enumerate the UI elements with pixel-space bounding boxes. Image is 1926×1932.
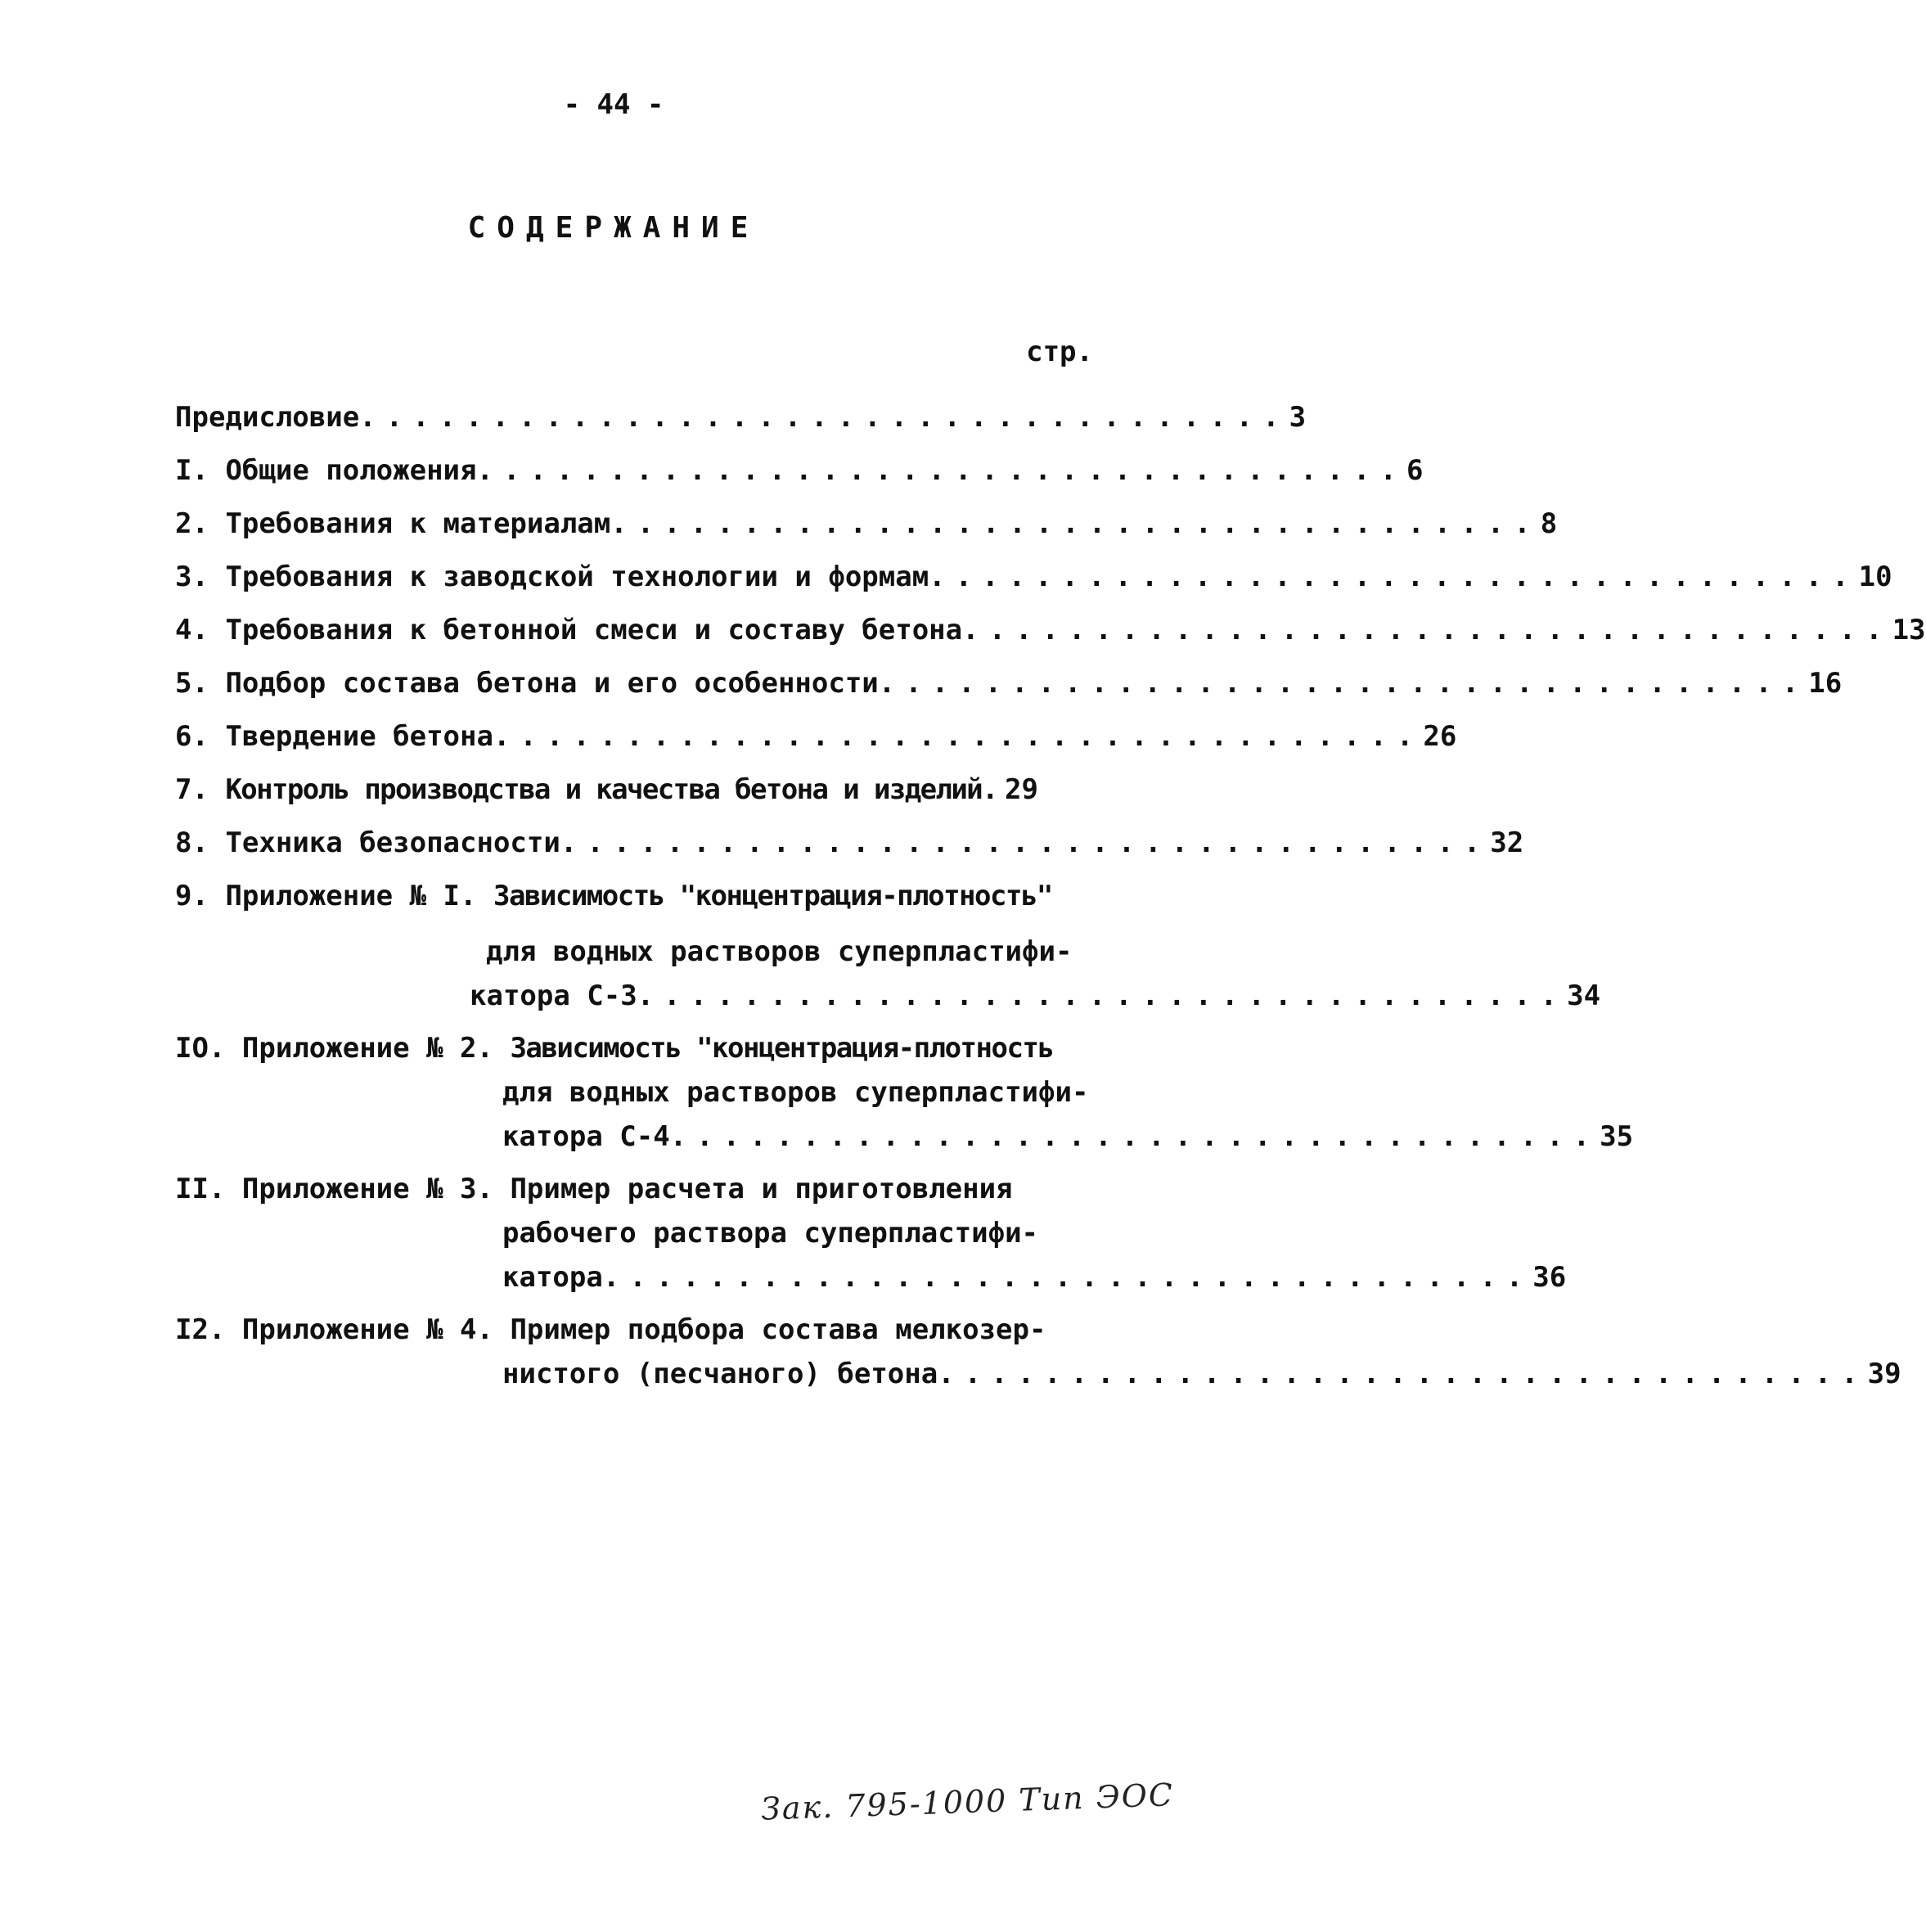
toc-entry	[175, 667, 1843, 720]
toc-entry	[175, 614, 1926, 667]
toc-entry-page: 13	[1892, 614, 1926, 646]
appendix-line: рабочего раствора суперпластифи-	[502, 1217, 1039, 1250]
toc-entry-label: Твердение бетона	[225, 720, 493, 753]
appendix-prefix: Приложение № 4.	[241, 1313, 493, 1346]
toc-entry-page: 6	[1406, 454, 1424, 487]
appendix-line: Зависимость "концентрация-плотность"	[493, 880, 1052, 912]
toc-entry-number: 7.	[175, 773, 209, 806]
appendix-continuation	[175, 1120, 1634, 1173]
toc-entry	[175, 401, 1307, 454]
toc-entry-number: 6.	[175, 720, 209, 753]
appendix-continuation	[175, 1261, 1567, 1313]
appendix-continuation	[175, 980, 1601, 1032]
appendix-prefix: Приложение № 3.	[241, 1173, 493, 1205]
toc-entry-page: 39	[1867, 1358, 1901, 1390]
toc-entry-number: 9.	[175, 880, 209, 912]
toc-entry	[175, 561, 1892, 614]
page-title: СОДЕРЖАНИЕ	[467, 211, 760, 245]
toc-entry-number: 4.	[175, 614, 209, 646]
toc-entry-number: 2.	[175, 507, 209, 540]
toc-entry-label: Контроль производства и качества бетона и изделий.	[225, 773, 997, 806]
toc-entry-label: Техника безопасности	[225, 826, 560, 859]
appendix-line: катора С-4	[502, 1120, 670, 1153]
toc-entry-number: I.	[175, 454, 209, 487]
toc-entry-page: 34	[1567, 980, 1601, 1012]
dot-leader: ...................................	[359, 401, 1289, 434]
appendix-continuation	[175, 1076, 1091, 1120]
dot-leader: ...................................	[493, 720, 1424, 753]
toc-entry	[175, 773, 1091, 826]
toc-entry	[175, 826, 1524, 880]
page-column-label: стр.	[1026, 336, 1093, 368]
appendix-line: Зависимость "концентрация-плотность	[510, 1032, 1054, 1065]
appendix-entry	[175, 1173, 1091, 1217]
appendix-line: нистого (песчаного) бетона	[502, 1358, 938, 1390]
appendix-line: катора	[502, 1261, 603, 1294]
toc-entry-page: 26	[1423, 720, 1457, 753]
appendix-continuation	[175, 935, 1091, 980]
dot-leader: ...................................	[637, 980, 1568, 1012]
appendix-line: Пример подбора состава мелкозер-	[510, 1313, 1046, 1346]
appendix-continuation	[175, 1358, 1901, 1402]
toc-entry-label: Предисловие	[175, 401, 360, 434]
toc-entry-label: Требования к бетонной смеси и составу бетона	[225, 614, 963, 646]
appendix-continuation	[175, 1217, 1091, 1261]
dot-leader: ...................................	[669, 1120, 1600, 1153]
toc-entry-page: 10	[1858, 561, 1892, 593]
appendix-prefix: Приложение № I.	[225, 880, 477, 912]
table-of-contents	[175, 401, 1926, 1402]
appendix-entry	[175, 1032, 1091, 1076]
appendix-line: катора С-3	[470, 980, 637, 1012]
dot-leader: ...................................	[560, 826, 1491, 859]
dot-leader: ...................................	[602, 1261, 1533, 1294]
toc-entry-number: 3.	[175, 561, 209, 593]
toc-entry-page: 36	[1532, 1261, 1567, 1294]
appendix-entry	[175, 1313, 1091, 1358]
toc-entry-page: 29	[1004, 773, 1038, 806]
toc-entry-number: 5.	[175, 667, 209, 700]
toc-entry-page: 8	[1540, 507, 1558, 540]
appendix-line: для водных растворов суперпластифи-	[502, 1076, 1089, 1109]
toc-entry-page: 32	[1490, 826, 1524, 859]
dot-leader: ...................................	[610, 507, 1541, 540]
appendix-line: Пример расчета и приготовления	[510, 1173, 1013, 1205]
print-stamp: Зак. 795-1000 Тип ЭОС	[760, 1777, 1175, 1827]
toc-entry-number: 8.	[175, 826, 209, 859]
toc-entry-label: Подбор состава бетона и его особенности	[225, 667, 879, 700]
toc-entry-page: 3	[1289, 401, 1307, 434]
appendix-prefix: Приложение № 2.	[241, 1032, 493, 1065]
dot-leader: ...................................	[962, 614, 1892, 646]
toc-entry-page: 35	[1600, 1120, 1634, 1153]
dot-leader: ...................................	[929, 561, 1859, 593]
toc-entry-number: I2.	[175, 1313, 226, 1346]
toc-entry-number: II.	[175, 1173, 226, 1205]
dot-leader: ...................................	[878, 667, 1809, 700]
appendix-entry	[175, 880, 1091, 935]
toc-entry	[175, 454, 1424, 507]
toc-entry-page: 16	[1808, 667, 1843, 700]
dot-leader: ...................................	[476, 454, 1406, 487]
toc-entry-label: Требования к материалам	[225, 507, 611, 540]
dot-leader: ...................................	[938, 1358, 1868, 1390]
toc-entry-label: Общие положения	[225, 454, 477, 487]
toc-entry-number: IO.	[175, 1032, 226, 1065]
page-number: - 44 -	[563, 88, 664, 121]
toc-entry	[175, 720, 1457, 773]
appendix-line: для водных растворов суперпластифи-	[486, 935, 1073, 968]
toc-entry-label: Требования к заводской технологии и формам	[225, 561, 929, 593]
toc-entry	[175, 507, 1558, 561]
